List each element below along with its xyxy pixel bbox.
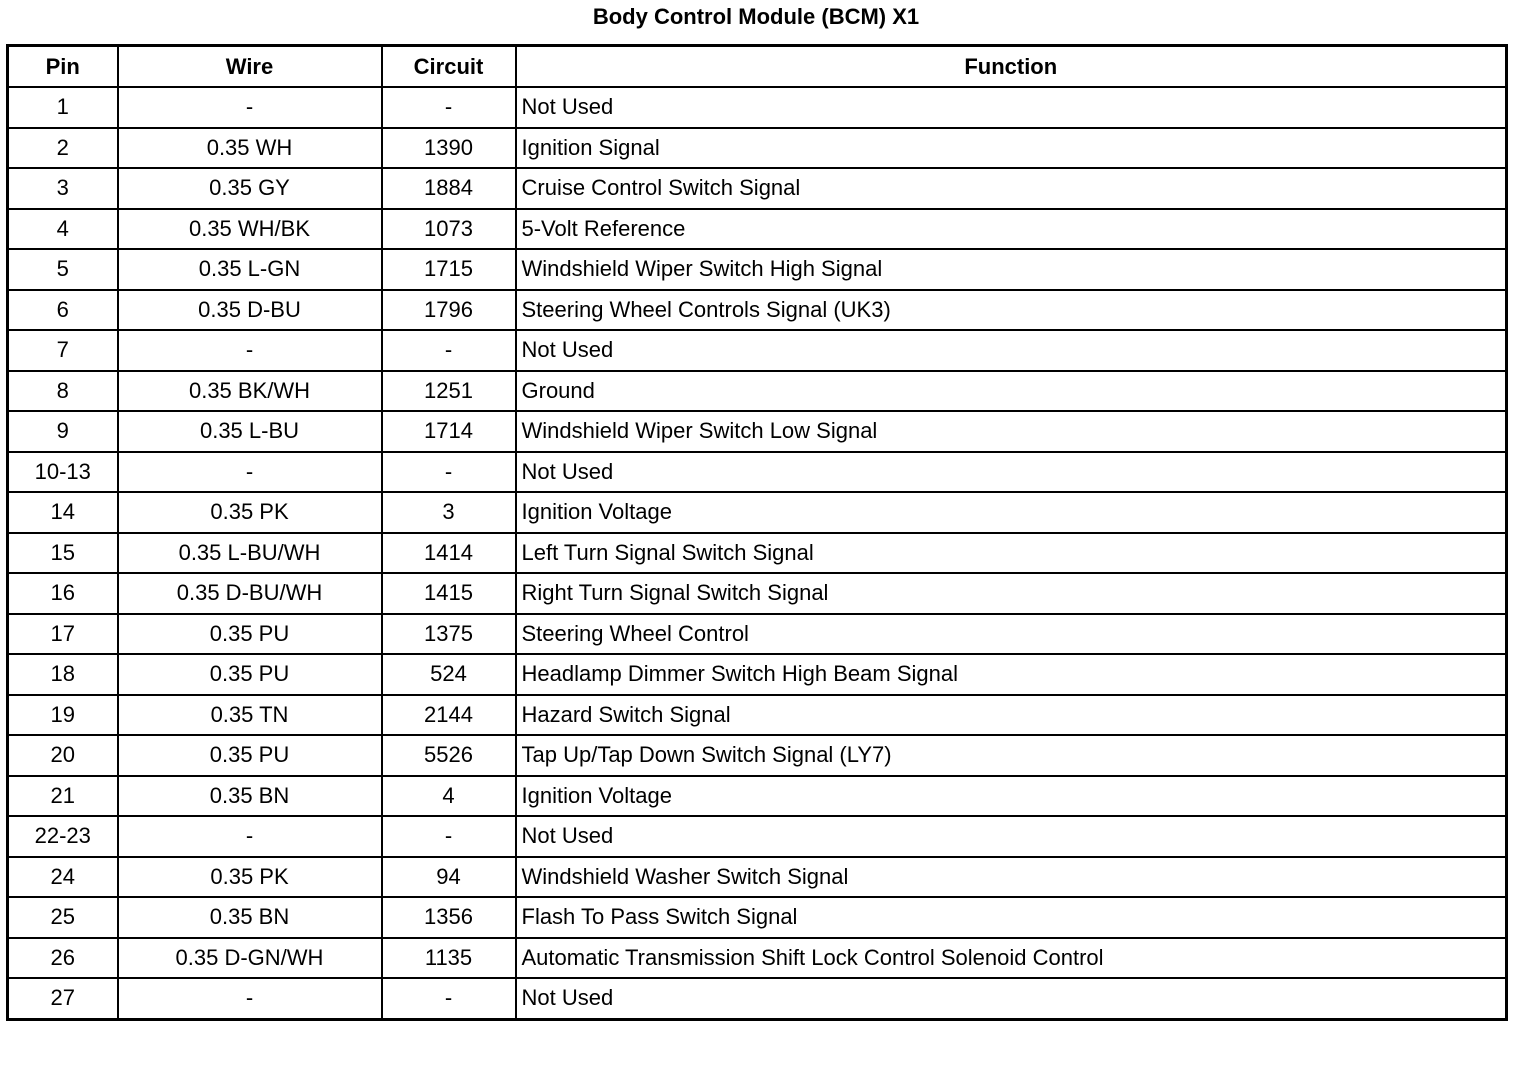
circuit-cell: - xyxy=(382,330,516,371)
wire-cell: 0.35 WH xyxy=(118,128,382,169)
wire-cell: 0.35 L-BU xyxy=(118,411,382,452)
function-cell: Automatic Transmission Shift Lock Control Solenoid Control xyxy=(516,938,1507,979)
wire-cell: 0.35 BK/WH xyxy=(118,371,382,412)
pin-cell: 8 xyxy=(8,371,118,412)
wire-cell: 0.35 PK xyxy=(118,492,382,533)
circuit-cell: 5526 xyxy=(382,735,516,776)
table-row xyxy=(8,249,1507,290)
circuit-cell: - xyxy=(382,87,516,128)
table-row xyxy=(8,938,1507,979)
function-cell: Not Used xyxy=(516,87,1507,128)
function-cell: Windshield Wiper Switch High Signal xyxy=(516,249,1507,290)
table-row xyxy=(8,290,1507,331)
wire-cell: 0.35 L-GN xyxy=(118,249,382,290)
circuit-cell: 3 xyxy=(382,492,516,533)
wire-cell: 0.35 BN xyxy=(118,776,382,817)
circuit-cell: 4 xyxy=(382,776,516,817)
wire-cell: 0.35 BN xyxy=(118,897,382,938)
pin-cell: 25 xyxy=(8,897,118,938)
table-row xyxy=(8,533,1507,574)
column-header-function: Function xyxy=(516,46,1507,88)
pinout-table xyxy=(6,44,1508,1021)
table-row xyxy=(8,857,1507,898)
pin-cell: 24 xyxy=(8,857,118,898)
function-cell: Not Used xyxy=(516,816,1507,857)
pin-cell: 26 xyxy=(8,938,118,979)
circuit-cell: 1884 xyxy=(382,168,516,209)
wire-cell: 0.35 D-BU/WH xyxy=(118,573,382,614)
table-row xyxy=(8,735,1507,776)
pin-cell: 14 xyxy=(8,492,118,533)
circuit-cell: - xyxy=(382,816,516,857)
wire-cell: 0.35 PU xyxy=(118,654,382,695)
table-row xyxy=(8,209,1507,250)
function-cell: Ignition Voltage xyxy=(516,492,1507,533)
circuit-cell: 1390 xyxy=(382,128,516,169)
circuit-cell: 1714 xyxy=(382,411,516,452)
circuit-cell: - xyxy=(382,978,516,1019)
function-cell: Steering Wheel Control xyxy=(516,614,1507,655)
function-cell: Headlamp Dimmer Switch High Beam Signal xyxy=(516,654,1507,695)
circuit-cell: 1073 xyxy=(382,209,516,250)
circuit-cell: 1375 xyxy=(382,614,516,655)
table-row xyxy=(8,776,1507,817)
table-row xyxy=(8,573,1507,614)
pin-cell: 10-13 xyxy=(8,452,118,493)
function-cell: Right Turn Signal Switch Signal xyxy=(516,573,1507,614)
function-cell: Windshield Wiper Switch Low Signal xyxy=(516,411,1507,452)
function-cell: Windshield Washer Switch Signal xyxy=(516,857,1507,898)
function-cell: Ignition Voltage xyxy=(516,776,1507,817)
circuit-cell: 1414 xyxy=(382,533,516,574)
pin-cell: 18 xyxy=(8,654,118,695)
table-row xyxy=(8,654,1507,695)
function-cell: 5-Volt Reference xyxy=(516,209,1507,250)
circuit-cell: 1251 xyxy=(382,371,516,412)
pin-cell: 9 xyxy=(8,411,118,452)
wire-cell: 0.35 PK xyxy=(118,857,382,898)
circuit-cell: 94 xyxy=(382,857,516,898)
circuit-cell: 1356 xyxy=(382,897,516,938)
function-cell: Hazard Switch Signal xyxy=(516,695,1507,736)
pin-cell: 1 xyxy=(8,87,118,128)
table-row xyxy=(8,128,1507,169)
table-row xyxy=(8,816,1507,857)
column-header-circuit: Circuit xyxy=(382,46,516,88)
table-row xyxy=(8,897,1507,938)
function-cell: Ignition Signal xyxy=(516,128,1507,169)
table-row xyxy=(8,87,1507,128)
pin-cell: 15 xyxy=(8,533,118,574)
pin-cell: 4 xyxy=(8,209,118,250)
wire-cell: 0.35 L-BU/WH xyxy=(118,533,382,574)
table-row xyxy=(8,168,1507,209)
function-cell: Not Used xyxy=(516,330,1507,371)
wire-cell: - xyxy=(118,87,382,128)
table-body xyxy=(8,87,1507,1019)
function-cell: Ground xyxy=(516,371,1507,412)
wire-cell: - xyxy=(118,816,382,857)
wire-cell: 0.35 D-BU xyxy=(118,290,382,331)
table-row xyxy=(8,614,1507,655)
pin-cell: 3 xyxy=(8,168,118,209)
table-row xyxy=(8,411,1507,452)
table-row xyxy=(8,978,1507,1019)
column-header-wire: Wire xyxy=(118,46,382,88)
table-row xyxy=(8,371,1507,412)
pin-cell: 5 xyxy=(8,249,118,290)
function-cell: Flash To Pass Switch Signal xyxy=(516,897,1507,938)
pin-cell: 2 xyxy=(8,128,118,169)
function-cell: Steering Wheel Controls Signal (UK3) xyxy=(516,290,1507,331)
circuit-cell: 1135 xyxy=(382,938,516,979)
circuit-cell: 524 xyxy=(382,654,516,695)
wire-cell: - xyxy=(118,452,382,493)
circuit-cell: 2144 xyxy=(382,695,516,736)
wire-cell: - xyxy=(118,978,382,1019)
function-cell: Not Used xyxy=(516,452,1507,493)
document-title: Body Control Module (BCM) X1 xyxy=(592,4,920,29)
column-header-pin: Pin xyxy=(8,46,118,88)
pin-cell: 6 xyxy=(8,290,118,331)
wire-cell: 0.35 D-GN/WH xyxy=(118,938,382,979)
pin-cell: 7 xyxy=(8,330,118,371)
table-header-row xyxy=(8,46,1507,88)
circuit-cell: - xyxy=(382,452,516,493)
wire-cell: 0.35 TN xyxy=(118,695,382,736)
wire-cell: 0.35 GY xyxy=(118,168,382,209)
pin-cell: 22-23 xyxy=(8,816,118,857)
pin-cell: 21 xyxy=(8,776,118,817)
table-row xyxy=(8,452,1507,493)
wire-cell: 0.35 PU xyxy=(118,735,382,776)
wire-cell: - xyxy=(118,330,382,371)
pin-cell: 17 xyxy=(8,614,118,655)
circuit-cell: 1415 xyxy=(382,573,516,614)
function-cell: Not Used xyxy=(516,978,1507,1019)
table-row xyxy=(8,330,1507,371)
circuit-cell: 1796 xyxy=(382,290,516,331)
wire-cell: 0.35 PU xyxy=(118,614,382,655)
pin-cell: 20 xyxy=(8,735,118,776)
circuit-cell: 1715 xyxy=(382,249,516,290)
function-cell: Tap Up/Tap Down Switch Signal (LY7) xyxy=(516,735,1507,776)
table-row xyxy=(8,492,1507,533)
pin-cell: 16 xyxy=(8,573,118,614)
pin-cell: 19 xyxy=(8,695,118,736)
wire-cell: 0.35 WH/BK xyxy=(118,209,382,250)
function-cell: Cruise Control Switch Signal xyxy=(516,168,1507,209)
pin-cell: 27 xyxy=(8,978,118,1019)
function-cell: Left Turn Signal Switch Signal xyxy=(516,533,1507,574)
table-row xyxy=(8,695,1507,736)
